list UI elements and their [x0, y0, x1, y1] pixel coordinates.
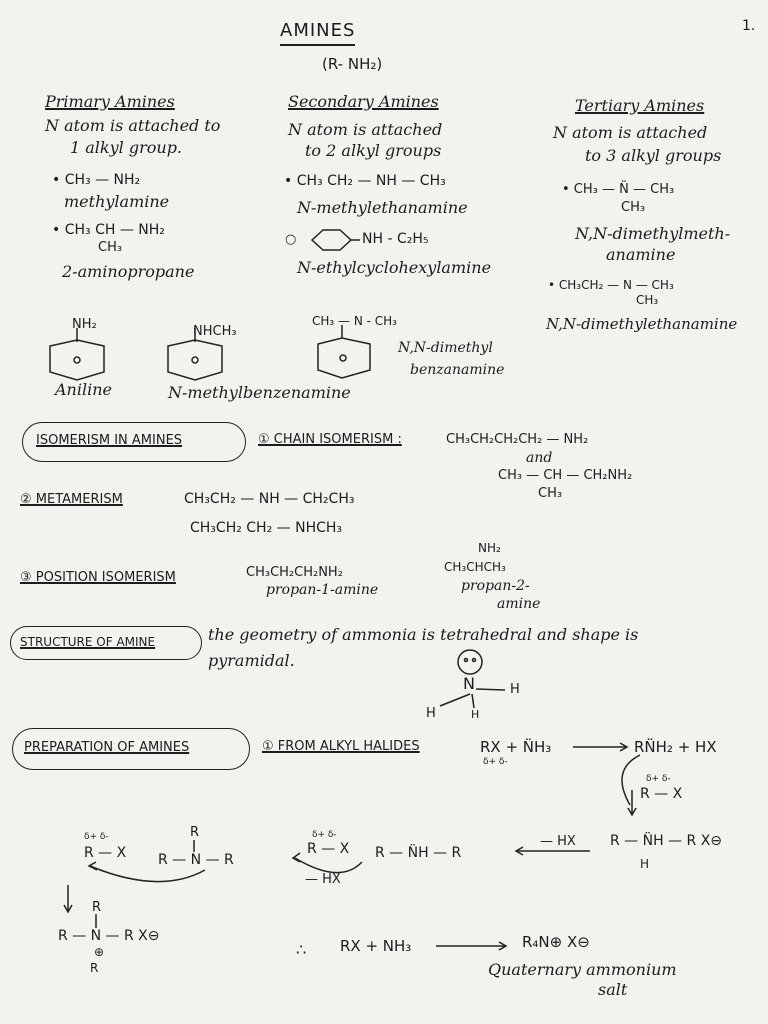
primary-desc-2: 1 alkyl group.: [70, 138, 183, 157]
ammonia-hydrogen-1: H: [510, 682, 520, 697]
ammonium-salt-h: H: [640, 857, 650, 871]
position-isomerism-label: ③ POSITION ISOMERISM: [20, 570, 176, 585]
ammonia-hydrogen-2: H: [426, 706, 436, 721]
position-isomer-a-name: propan-1-amine: [266, 582, 379, 598]
quaternary-bottom: R: [90, 961, 99, 975]
primary-desc-1: N atom is attached to: [45, 116, 221, 135]
n-methyl-name: N-methylbenzenamine: [168, 383, 351, 402]
equation-1-right: RN̈H₂ + HX: [634, 738, 717, 756]
tertiary-example-1-branch: CH₃: [621, 200, 646, 215]
equation-1-dipole: δ+ δ-: [483, 757, 508, 767]
secondary-desc-2: to 2 alkyl groups: [305, 141, 442, 160]
tertiary-amine-top: R: [190, 825, 200, 840]
chain-isomer-b: CH₃ — CH — CH₂NH₂: [498, 468, 633, 483]
position-isomer-b-top: NH₂: [478, 541, 501, 555]
rx-mid-dipole: δ+ δ-: [646, 774, 671, 784]
metamer-b: CH₃CH₂ CH₂ — NHCH₃: [190, 520, 343, 536]
bullet-circle: ○: [285, 232, 297, 247]
secondary-heading: Secondary Amines: [288, 92, 439, 111]
chain-isomer-b-branch: CH₃: [538, 486, 563, 501]
overall-equation: RX + NH₃: [340, 937, 412, 955]
page-title: AMINES: [280, 20, 355, 46]
n-methyl-substituent: NHCH₃: [193, 324, 237, 339]
aniline-name: Aniline: [55, 380, 112, 399]
ammonia-hydrogen-3: H: [471, 708, 480, 721]
tertiary-amine-formula: R — N — R: [158, 852, 234, 868]
dimethyl-substituent: CH₃ — N - CH₃: [312, 314, 397, 328]
rx2-dipole: δ+ δ-: [312, 830, 337, 840]
overall-prefix: ∴: [296, 940, 307, 959]
dimethyl-name-1: N,N-dimethyl: [398, 340, 493, 356]
rx-mid: R — X: [640, 786, 683, 802]
minus-hx-2: — HX: [305, 872, 341, 887]
minus-hx-1: — HX: [540, 834, 576, 849]
primary-example-1: • CH₃ — NH₂: [52, 172, 141, 188]
chain-isomer-and: and: [526, 450, 553, 466]
method-1-label: ① FROM ALKYL HALIDES: [262, 739, 420, 754]
isomerism-heading: ISOMERISM IN AMINES: [36, 433, 183, 448]
rx3-dipole: δ+ δ-: [84, 832, 109, 842]
primary-example-2: • CH₃ CH — NH₂: [52, 222, 165, 238]
dimethyl-name-2: benzanamine: [410, 362, 505, 378]
secondary-example-1-name: N-methylethanamine: [297, 198, 468, 217]
primary-example-2-name: 2-aminopropane: [62, 262, 195, 281]
tertiary-example-1: • CH₃ — N̈ — CH₃: [562, 182, 675, 197]
secondary-desc-1: N atom is attached: [288, 120, 443, 139]
quaternary-formula: R — N — R X⊖: [58, 928, 160, 944]
primary-example-1-name: methylamine: [64, 192, 170, 211]
secondary-amine-formula: R — N̈H — R: [375, 845, 462, 861]
rx3: R — X: [84, 845, 127, 861]
product-name-1: Quaternary ammonium: [488, 960, 677, 979]
metamer-a: CH₃CH₂ — NH — CH₂CH₃: [184, 491, 355, 507]
structure-heading: STRUCTURE OF AMINE: [20, 635, 156, 649]
quaternary-charge: ⊕: [94, 945, 105, 959]
primary-heading: Primary Amines: [45, 92, 175, 111]
position-isomer-b-name-2: amine: [497, 596, 541, 612]
position-isomer-a: CH₃CH₂CH₂NH₂: [246, 565, 343, 580]
tertiary-example-2-branch: CH₃: [636, 293, 659, 307]
tertiary-example-1-name-2: anamine: [606, 245, 676, 264]
quaternary-top: R: [92, 900, 102, 915]
aniline-substituent: NH₂: [72, 317, 97, 332]
tertiary-heading: Tertiary Amines: [575, 96, 705, 115]
position-isomer-b-name-1: propan-2-: [461, 578, 530, 594]
equation-1-left: RX + N̈H₃: [480, 738, 552, 756]
page-subtitle: (R- NH₂): [322, 55, 383, 73]
secondary-example-2: NH - C₂H₅: [362, 231, 429, 247]
metamerism-label: ② METAMERISM: [20, 492, 123, 507]
tertiary-desc-1: N atom is attached: [553, 123, 708, 142]
rx2: R — X: [307, 841, 350, 857]
overall-product: R₄N⊕ X⊖: [522, 933, 590, 951]
tertiary-example-2-name: N,N-dimethylethanamine: [546, 315, 738, 333]
position-isomer-b: CH₃CHCH₃: [444, 560, 506, 574]
product-name-2: salt: [598, 980, 628, 999]
primary-example-2-branch: CH₃: [98, 240, 123, 255]
ammonium-salt: R — N̈H — R X⊖: [610, 833, 723, 849]
structure-text-1: the geometry of ammonia is tetrahedral and shape is: [208, 625, 639, 644]
structure-text-2: pyramidal.: [208, 651, 295, 670]
secondary-example-2-name: N-ethylcyclohexylamine: [297, 258, 492, 277]
tertiary-example-2: • CH₃CH₂ — N — CH₃: [548, 278, 674, 292]
chain-isomer-a: CH₃CH₂CH₂CH₂ — NH₂: [446, 432, 589, 447]
tertiary-desc-2: to 3 alkyl groups: [585, 146, 722, 165]
secondary-example-1: • CH₃ CH₂ — NH — CH₃: [284, 173, 446, 189]
preparation-heading: PREPARATION OF AMINES: [24, 740, 190, 755]
tertiary-example-1-name-1: N,N-dimethylmeth-: [575, 224, 731, 243]
chain-isomerism-label: ① CHAIN ISOMERISM :: [258, 432, 402, 447]
ammonia-nitrogen: N: [463, 674, 475, 693]
page-number: 1.: [742, 18, 756, 34]
